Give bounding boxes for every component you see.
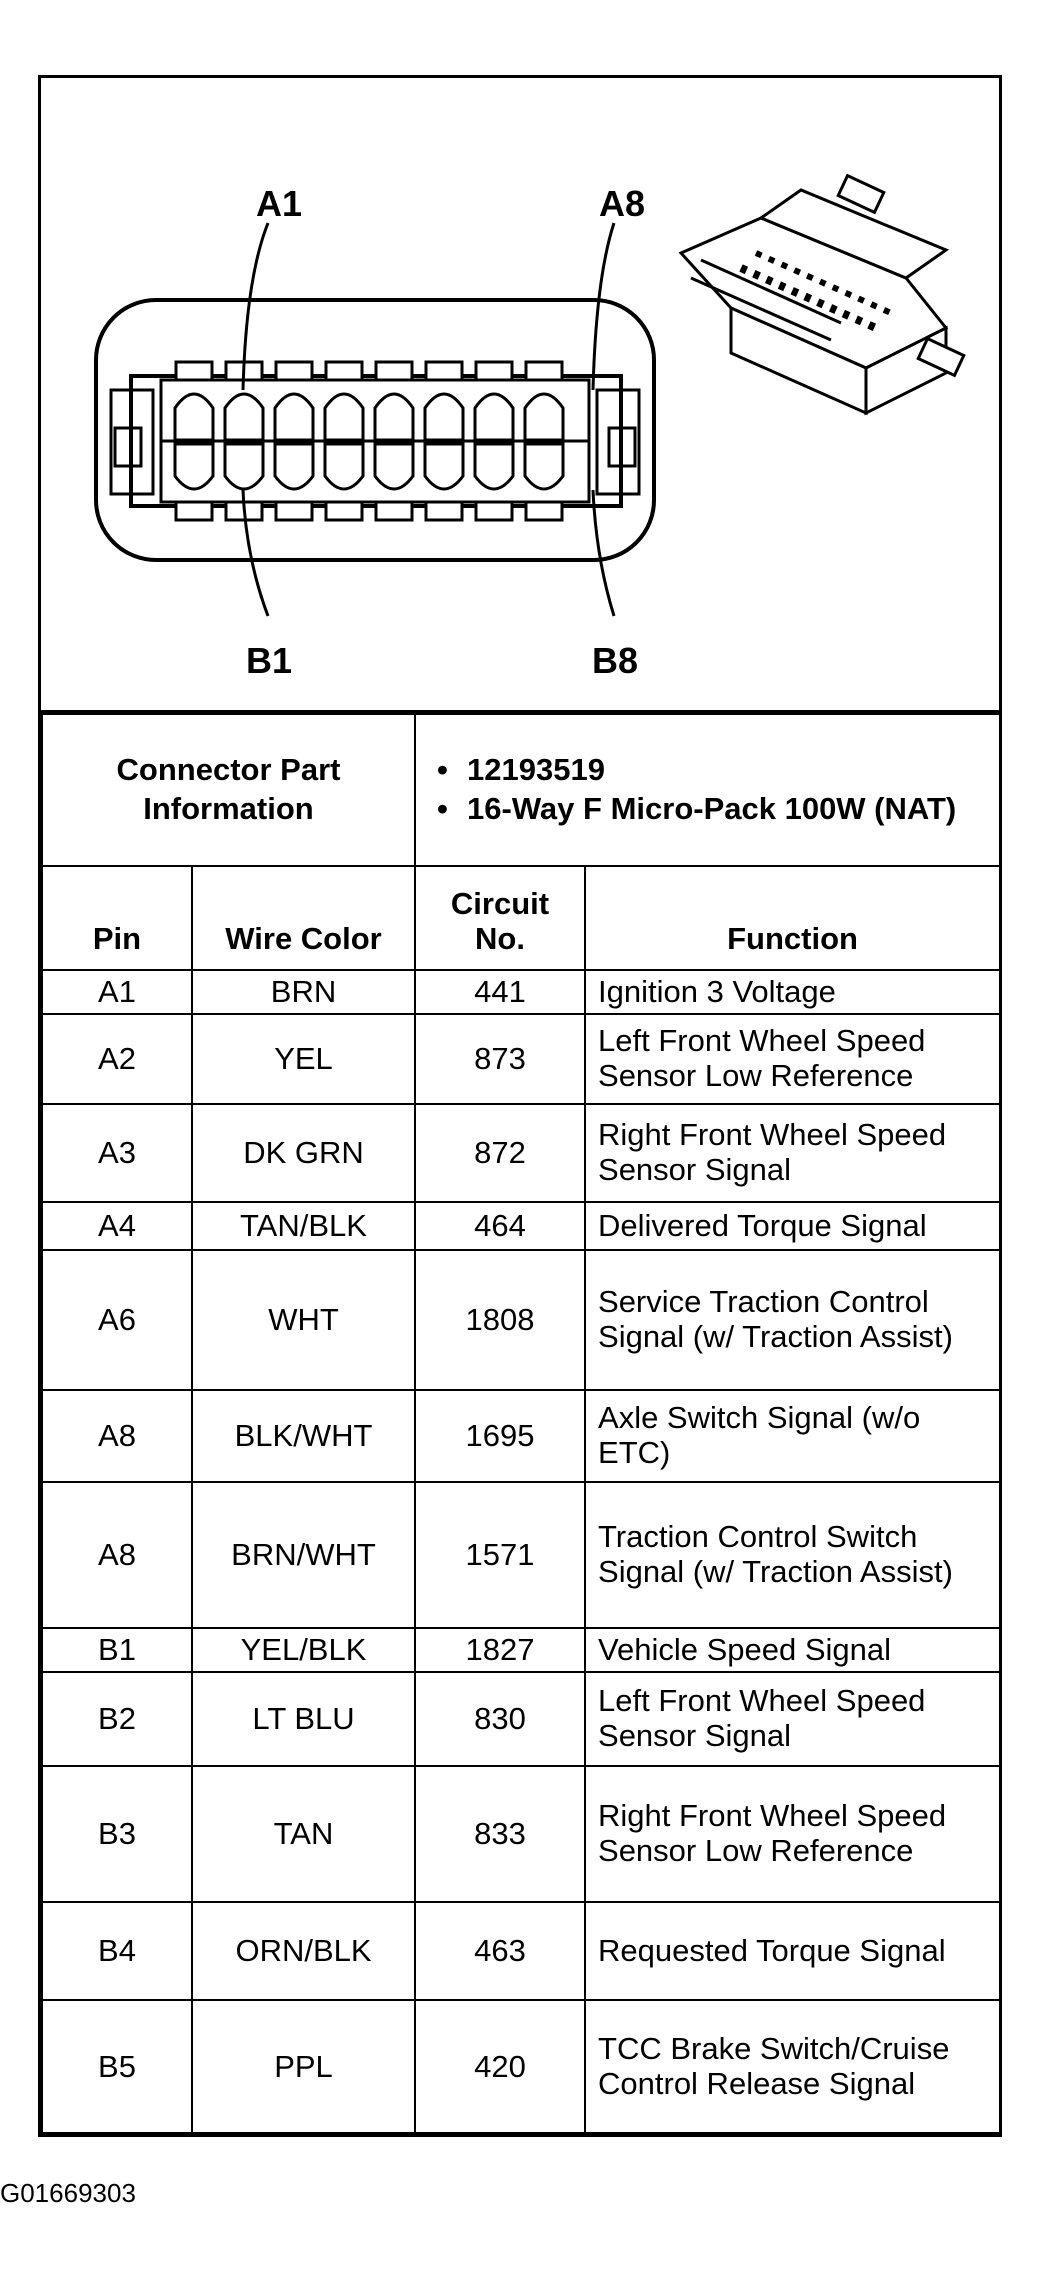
wire-color-cell: YEL/BLK [192,1628,415,1672]
circuit-cell: 441 [415,970,585,1014]
table-row [42,1104,1000,1202]
label-a8: A8 [599,183,646,224]
table-row [42,970,1000,1014]
label-a1: A1 [256,183,303,224]
function-cell: Left Front Wheel Speed Sensor Low Reference [585,1014,1000,1104]
function-cell: Vehicle Speed Signal [585,1628,1000,1672]
circuit-cell: 420 [415,2000,585,2133]
circuit-cell: 872 [415,1104,585,1202]
wire-color-cell: PPL [192,2000,415,2133]
pin-cell: A3 [42,1104,192,1202]
header-pin: Pin [42,866,192,970]
circuit-cell: 463 [415,1902,585,2000]
pin-cell: B2 [42,1672,192,1766]
figure-id: G01669303 [0,2178,136,2208]
pin-cell: B1 [42,1628,192,1672]
circuit-cell: 464 [415,1202,585,1250]
wire-color-cell: BLK/WHT [192,1390,415,1482]
connector-info-label: Connector Part Information [116,752,341,826]
wire-color-cell: BRN/WHT [192,1482,415,1628]
pin-cell: B5 [42,2000,192,2133]
pin-cell: B3 [42,1766,192,1902]
label-b1: B1 [246,640,293,681]
wire-color-cell: WHT [192,1250,415,1390]
header-function: Function [585,866,1000,970]
header-row [42,866,1000,970]
label-b8: B8 [592,640,639,681]
circuit-cell: 1827 [415,1628,585,1672]
pin-cavities-row-a [175,394,563,440]
pinout-table [41,713,1001,2134]
wire-color-cell: BRN [192,970,415,1014]
connector-info-values-cell [415,714,1000,866]
table-row [42,1250,1000,1390]
wire-color-cell: TAN/BLK [192,1202,415,1250]
document-frame [38,75,1002,2137]
function-cell: Service Traction Control Signal (w/ Traction Assist) [585,1250,1000,1390]
function-cell: Delivered Torque Signal [585,1202,1000,1250]
circuit-cell: 1695 [415,1390,585,1482]
table-row [42,1766,1000,1902]
table-row [42,1628,1000,1672]
circuit-cell: 830 [415,1672,585,1766]
pin-cell: A4 [42,1202,192,1250]
table-row [42,1014,1000,1104]
function-cell: Requested Torque Signal [585,1902,1000,2000]
circuit-cell: 1571 [415,1482,585,1628]
header-circuit-no: Circuit No. [415,866,585,970]
part-description: • 16-Way F Micro-Pack 100W (NAT) [437,790,998,829]
wire-color-cell: TAN [192,1766,415,1902]
pin-cell: A6 [42,1250,192,1390]
function-cell: Left Front Wheel Speed Sensor Signal [585,1672,1000,1766]
wire-color-cell: DK GRN [192,1104,415,1202]
pin-cell: A8 [42,1482,192,1628]
part-number: • 12193519 [437,751,998,790]
pin-cell: A1 [42,970,192,1014]
function-cell: Ignition 3 Voltage [585,970,1000,1014]
function-cell: Traction Control Switch Signal (w/ Traction Assist) [585,1482,1000,1628]
wire-color-cell: LT BLU [192,1672,415,1766]
table-row [42,1672,1000,1766]
table-row [42,1202,1000,1250]
pin-cell: A8 [42,1390,192,1482]
circuit-cell: 833 [415,1766,585,1902]
connector-diagram [41,78,999,713]
connector-isometric-view [681,176,964,413]
circuit-cell: 1808 [415,1250,585,1390]
wire-color-cell: YEL [192,1014,415,1104]
table-row [42,1482,1000,1628]
table-row [42,1390,1000,1482]
function-cell: Right Front Wheel Speed Sensor Signal [585,1104,1000,1202]
function-cell: TCC Brake Switch/Cruise Control Release Signal [585,2000,1000,2133]
connector-drawing [41,78,999,710]
connector-part-list [417,751,998,829]
pin-cell: A2 [42,1014,192,1104]
connector-info-row [42,714,1000,866]
table-row [42,2000,1000,2133]
function-cell: Right Front Wheel Speed Sensor Low Reference [585,1766,1000,1902]
header-wire-color: Wire Color [192,866,415,970]
pin-cavities-row-b [175,444,563,489]
circuit-cell: 873 [415,1014,585,1104]
connector-info-label-cell [42,714,415,866]
function-cell: Axle Switch Signal (w/o ETC) [585,1390,1000,1482]
table-row [42,1902,1000,2000]
pin-cell: B4 [42,1902,192,2000]
wire-color-cell: ORN/BLK [192,1902,415,2000]
